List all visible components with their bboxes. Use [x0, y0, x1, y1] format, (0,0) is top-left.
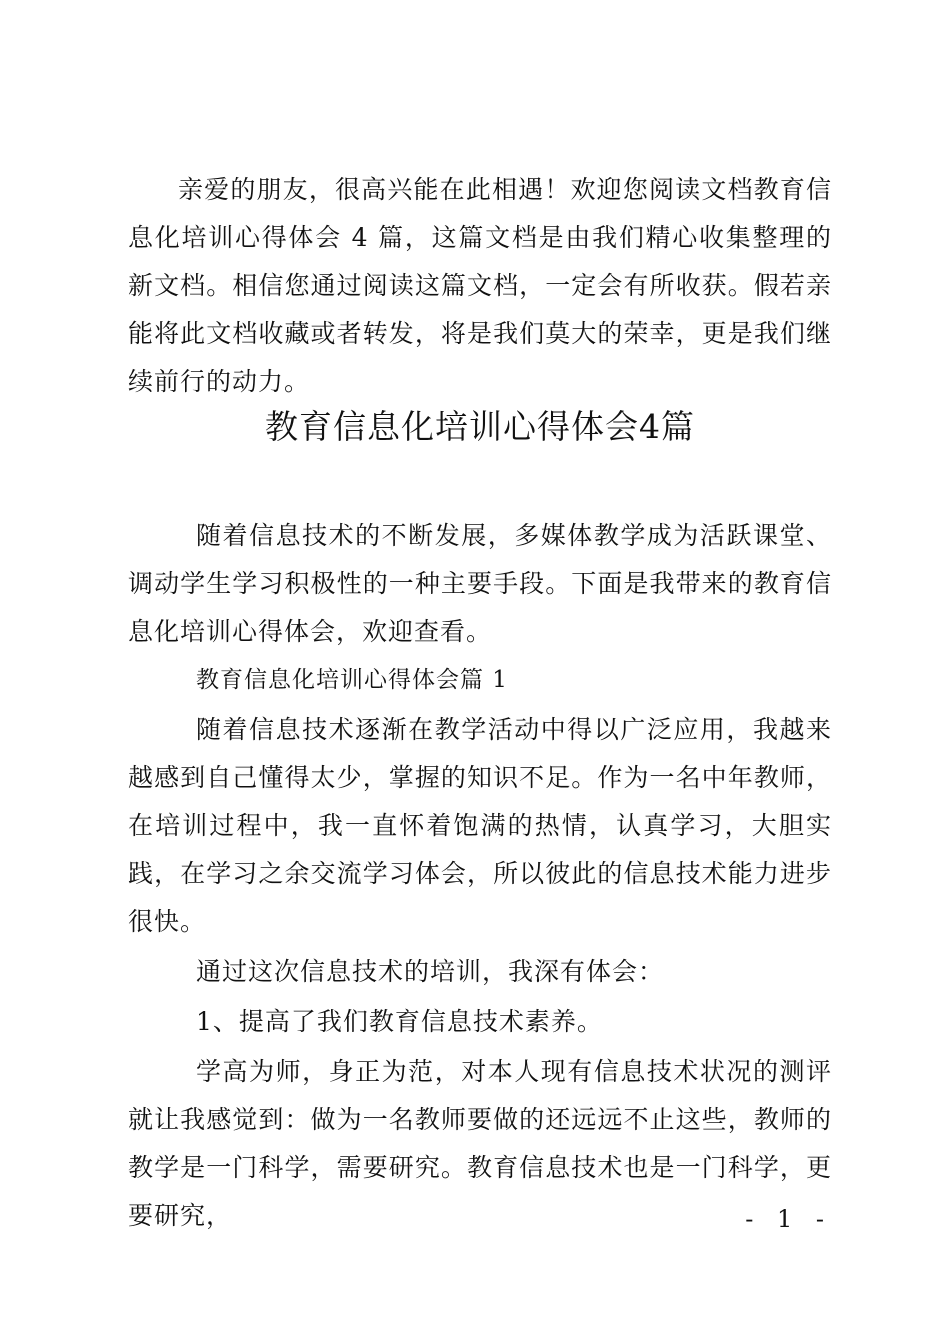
body-paragraph-2: 随着信息技术逐渐在教学活动中得以广泛应用，我越来越感到自己懂得太少，掌握的知识不足。作为一名中年教师，在培训过程中，我一直怀着饱满的热情，认真学习，大胆实践，在学习之余交流学习体会，所以彼此的信息技术能力进步很快。 — [128, 715, 832, 936]
body-paragraph-5: 学高为师，身正为范，对本人现有信息技术状况的测评就让我感觉到：做为一名教师要做的还远远不止这些，教师的教学是一门科学，需要研究。教育信息技术也是一门科学，更要研究， — [128, 1057, 832, 1230]
document-title: 教育信息化培训心得体会4篇 — [265, 407, 695, 446]
intro-paragraph: 亲爱的朋友，很高兴能在此相遇！欢迎您阅读文档教育信息化培训心得体会 4 篇，这篇文档是由我们精心收集整理的新文档。相信您通过阅读这篇文档，一定会有所收获。假若亲能将此文档收藏或者转发，将是我们莫大的荣幸，更是我们继续前行的动力。 — [128, 175, 832, 396]
body-paragraph-4: 1、提高了我们教育信息技术素养。 — [196, 1007, 603, 1036]
page-number: - 1 - — [745, 1205, 832, 1233]
body-paragraph-1: 随着信息技术的不断发展，多媒体教学成为活跃课堂、调动学生学习积极性的一种主要手段。下面是我带来的教育信息化培训心得体会，欢迎查看。 — [128, 521, 832, 646]
section-heading-1: 教育信息化培训心得体会篇 1 — [196, 667, 508, 693]
document-body — [128, 512, 832, 1240]
body-paragraph-3: 通过这次信息技术的培训，我深有体会： — [196, 957, 665, 986]
